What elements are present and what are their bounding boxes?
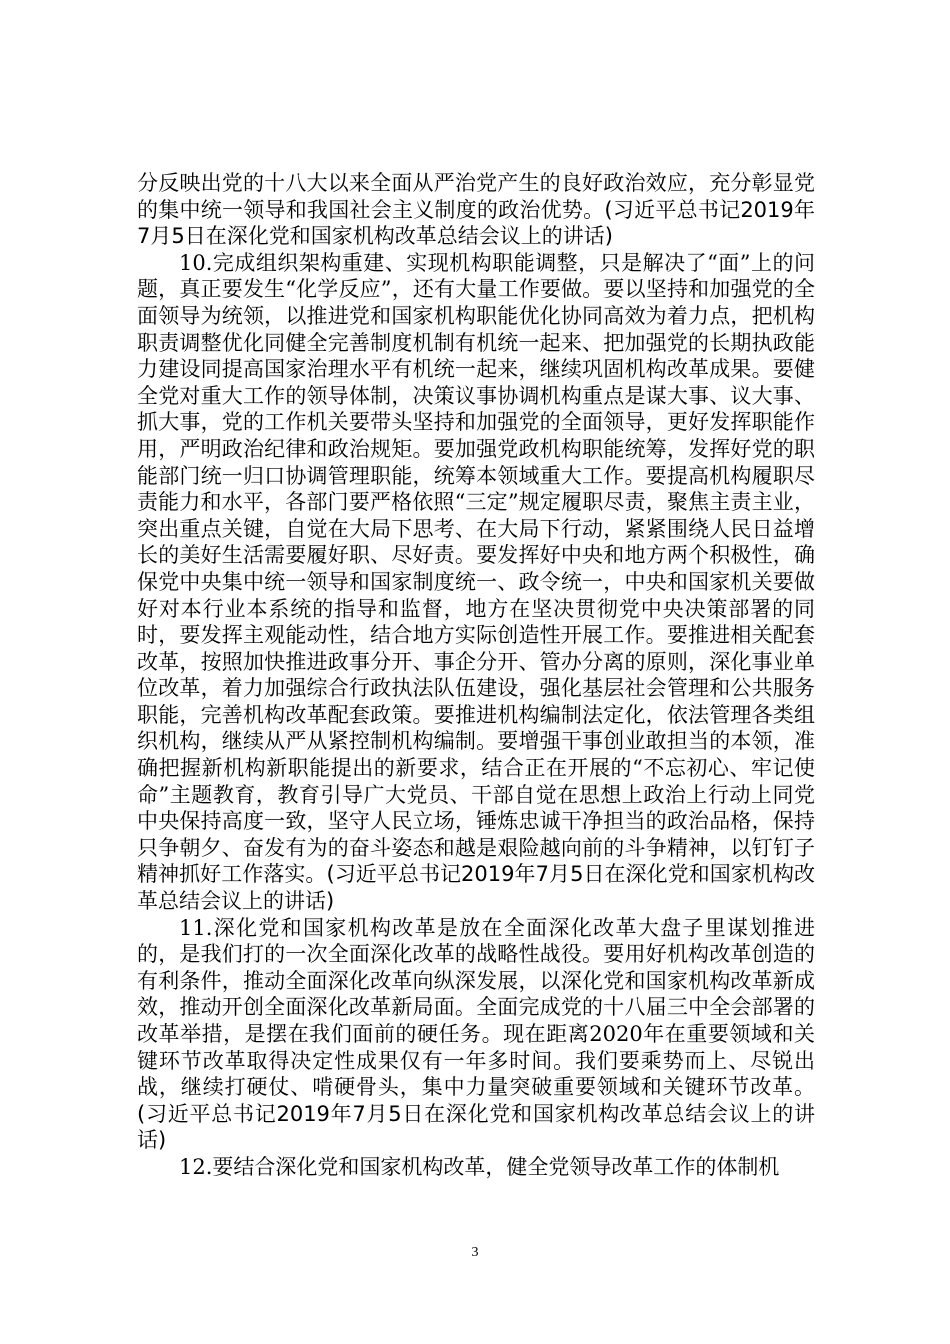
source-citation: (习近平总书记2019年7月5日在深化党和国家机构改革总结会议上的讲话) bbox=[137, 1101, 815, 1153]
paragraph-text: 分反映出党的十八大以来全面从严治党产生的良好政治效应，充分彰显党的集中统一领导和我国社会主义制度的政治优势。 bbox=[137, 171, 815, 222]
paragraph-10 bbox=[137, 250, 815, 915]
paragraph-text: 10.完成组织架构重建、实现机构职能调整，只是解决了“面”上的问题，真正要发生“化学反应”，还有大量工作要做。要以坚持和加强党的全面领导为统领，以推进党和国家机构职能优化协同高效为着力点，把机构职责调整优化同健全完善制度机制有机统一起来、把加强党的长期执政能力建设同提高国家治理水平有机统一起来，继续巩固机构改革成果。要健全党对重大工作的领导体制，决策议事协调机构重点是谋大事、议大事、抓大事，党的工作机关要带头坚持和加强党的全面领导，更好发挥职能作用，严明政治纪律和政治规矩。要加强党政机构职能统筹，发挥好党的职能部门统一归口协调管理职能，统筹本领域重大工作。要提高机构履职尽责能力和水平，各部门要严格依照“三定”规定履职尽责，聚焦主责主业，突出重点关键，自觉在大局下思考、在大局下行动，紧紧围绕人民日益增长的美好生活需要履好职、尽好责。要发挥好中央和地方两个积极性，确保党中央集中统一领导和国家制度统一、政令统一，中央和国家机关要做好对本行业本系统的指导和监督，地方在坚决贯彻党中央决策部署的同时，要发挥主观能动性，结合地方实际创造性开展工作。要推进相关配套改革，按照加快推进政事分开、事企分开、管办分离的原则，深化事业单位改革，着力加强综合行政执法队伍建设，强化基层社会管理和公共服务职能，完善机构改革配套政策。要推进机构编制法定化，依法管理各类组织机构，继续从严从紧控制机构编制。要增强干事创业敢担当的本领，准确把握新机构新职能提出的新要求，结合正在开展的“不忘初心、牢记使命”主题教育，教育引导广大党员、干部自觉在思想上政治上行动上同党中央保持高度一致，坚守人民立场，锤炼忠诚干净担当的政治品格，保持只争朝夕、奋发有为的奋斗姿态和越是艰险越向前的斗争精神，以钉钉子精神抓好工作落实。 bbox=[137, 250, 815, 887]
document-body bbox=[137, 170, 815, 1181]
paragraph-continued bbox=[137, 170, 815, 250]
paragraph-12 bbox=[137, 1154, 815, 1181]
source-citation: (习近平总书记2019年7月5日在深化党和国家机构改革总结会议上的讲话) bbox=[137, 862, 816, 914]
page-number: 3 bbox=[471, 1245, 479, 1260]
paragraph-11 bbox=[137, 915, 815, 1154]
paragraph-text: 11.深化党和国家机构改革是放在全面深化改革大盘子里谋划推进的，是我们打的一次全面深化改革的战略性战役。要用好机构改革创造的有利条件，推动全面深化改革向纵深发展，以深化党和国家机构改革新成效，推动开创全面深化改革新局面。全面完成党的十八届三中全会部署的改革举措，是摆在我们面前的硬任务。现在距离2020年在重要领域和关键环节改革取得决定性成果仅有一年多时间。我们要乘势而上、尽锐出战，继续打硬仗、啃硬骨头，集中力量突破重要领域和关键环节改革。 bbox=[137, 915, 815, 1100]
paragraph-text: 12.要结合深化党和国家机构改革，健全党领导改革工作的体制机 bbox=[179, 1154, 780, 1179]
source-citation: (习近平总书记2019年7月5日在深化党和国家机构改革总结会议上的讲话) bbox=[137, 197, 816, 249]
